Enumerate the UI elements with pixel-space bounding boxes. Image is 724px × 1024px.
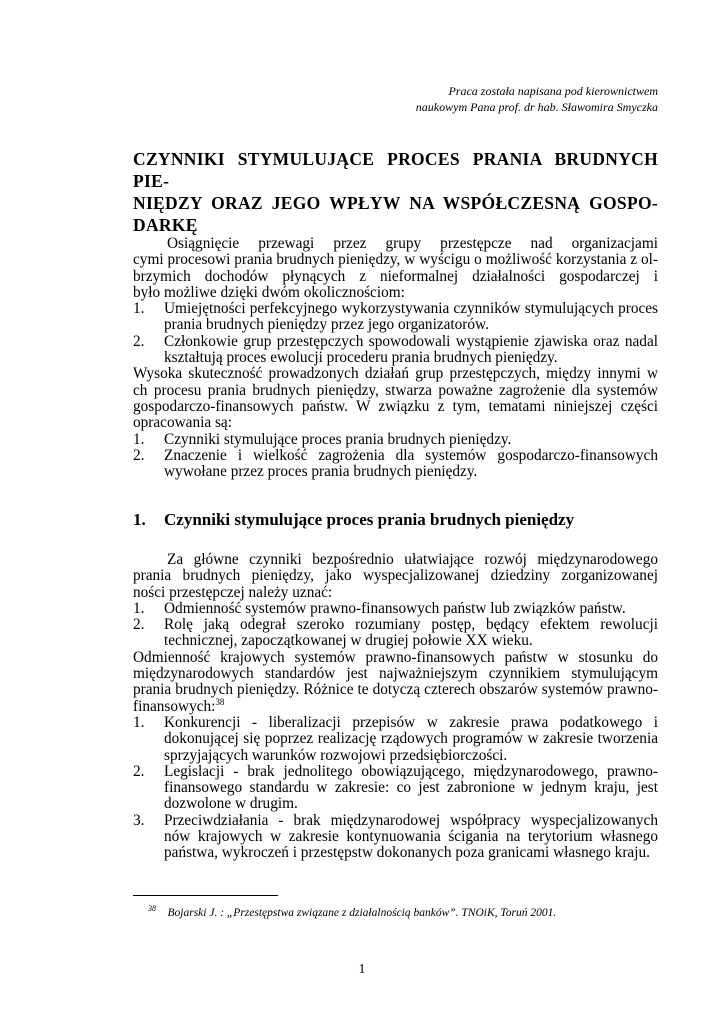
supervisor-note-line-1: Praca została napisana pod kierownictwem bbox=[448, 84, 658, 98]
list-item-line: Odmienność systemów prawno-finansowych państw lub związków państw. bbox=[164, 599, 626, 617]
list-item-line: Czynniki stymulujące proces prania brudnych pieniędzy. bbox=[164, 430, 512, 448]
list-item-line: Legislacji - brak jednolitego obowiązującego, międzynarodowego, prawno- bbox=[164, 763, 658, 780]
list-item-line: sprzyjających warunków rozwojowi przedsiębiorczości. bbox=[164, 746, 508, 764]
list-item bbox=[133, 601, 658, 617]
intro-para2-line-2: ch procesu prania brudnych pieniędzy, stwarza poważne zagrożenie dla systemów bbox=[133, 382, 658, 399]
list-item-line: prania brudnych pieniędzy przez jego organizatorów. bbox=[164, 316, 489, 334]
list-item-number: 1. bbox=[133, 430, 145, 448]
intro-para1-line-4: było możliwe dzięki dwóm okolicznościom: bbox=[133, 283, 405, 301]
intro-para1-line-2: cymi procesowi prania brudnych pieniędzy, w wyścigu o możliwość korzystania z ol- bbox=[133, 252, 658, 269]
intro-para1-line-3: brzymich dochodów płynących z nieformalnej działalności gospodarczej i bbox=[133, 268, 658, 285]
footnote-divider bbox=[133, 895, 278, 896]
intro-para2-line-3: gospodarczo-finansowych państw. W związku z tym, tematami niniejszej części bbox=[133, 398, 658, 415]
list-item-line: finansowego standardu w zakresie: co jest zabronione w jednym kraju, jest bbox=[164, 780, 658, 797]
footnote-number: 38 bbox=[148, 904, 156, 913]
footnote bbox=[148, 904, 556, 919]
section-para1-line-1: Za główne czynniki bezpośrednio ułatwiające rozwój międzynarodowego bbox=[167, 552, 658, 568]
intro-para2-line-4: opracowania są: bbox=[133, 414, 232, 432]
title-line-1: CZYNNIKI STYMULUJĄCE PROCES PRANIA BRUDNYCH PIE- bbox=[133, 149, 658, 191]
list-item-line: nów krajowych w zakresie kontynuowania ścigania na terytorium własnego bbox=[164, 829, 658, 846]
title-line-3: DARKĘ bbox=[133, 215, 198, 235]
list-item-line: dozwolone w drugim. bbox=[164, 795, 298, 813]
list-item-line: Członkowie grup przestępczych spowodowali wystąpienie zjawiska oraz nadal bbox=[164, 333, 658, 350]
list-item bbox=[133, 432, 658, 448]
list-item-line: państwa, wykroczeń i przestępstw dokonanych poza granicami własnego kraju. bbox=[164, 844, 650, 862]
list-item-number: 1. bbox=[133, 599, 145, 617]
page-number: 1 bbox=[358, 962, 366, 977]
section-para2-last: finansowych: bbox=[133, 697, 216, 715]
list-item-number: 1. bbox=[133, 713, 145, 731]
section-text bbox=[133, 552, 658, 862]
title-line-2: NIĘDZY ORAZ JEGO WPŁYW NA WSPÓŁCZESNĄ GOSPO- bbox=[133, 193, 658, 213]
list-item bbox=[133, 448, 658, 481]
supervisor-note-line-2: naukowym Pana prof. dr hab. Sławomira Smyczka bbox=[415, 99, 658, 114]
section-para2-line-3: prania brudnych pieniędzy. Różnice te dotyczą czterech obszarów systemów prawno- bbox=[133, 682, 658, 699]
list-item bbox=[133, 334, 658, 367]
list-item bbox=[133, 764, 658, 813]
list-item-number: 2. bbox=[133, 762, 145, 780]
list-item-line: Konkurencji - liberalizacji przepisów w zakresie prawa podatkowego i bbox=[164, 714, 658, 731]
intro-para1-line-1: Osiągnięcie przewagi przez grupy przestępcze nad organizacjami bbox=[167, 236, 658, 252]
section-para1-line-3: ności przestępczej należy uznać: bbox=[133, 583, 333, 601]
footnote-reference[interactable]: 38 bbox=[215, 696, 225, 707]
list-item-line: Umiejętności perfekcyjnego wykorzystywania czynników stymulujących proces bbox=[164, 301, 658, 318]
intro-para2-line-1: Wysoka skuteczność prowadzonych działań grup przestępczych, między innymi w bbox=[133, 366, 658, 383]
list-item bbox=[133, 715, 658, 764]
intro-text bbox=[133, 236, 658, 480]
list-item-number: 2. bbox=[133, 332, 145, 350]
list-item bbox=[133, 301, 658, 334]
list-item-line: kształtują proces ewolucji procederu prania brudnych pieniędzy. bbox=[164, 349, 558, 367]
list-item-line: Przeciwdziałania - brak międzynarodowej współpracy wyspecjalizowanych bbox=[164, 812, 658, 829]
list-item-line: wywołane przez proces prania brudnych pieniędzy. bbox=[164, 463, 478, 481]
list-item-line: Znaczenie i wielkość zagrożenia dla systemów gospodarczo-finansowych bbox=[164, 447, 658, 464]
footnote-text: Bojarski J. : „Przestępstwa związane z działalnością banków”. TNOiK, Toruń 2001. bbox=[167, 906, 557, 919]
list-item-line: Rolę jaką odegrał szeroko rozumiany postęp, będący efektem rewolucji bbox=[164, 617, 658, 634]
document-title bbox=[133, 148, 658, 236]
list-item-line: dokonującej się poprzez realizację rządowych programów w zakresie tworzenia bbox=[164, 731, 658, 748]
list-item bbox=[133, 617, 658, 650]
section-para2-line-2: międzynarodowych standardów jest najważniejszym czynnikiem stymulującym bbox=[133, 666, 658, 683]
section-title: Czynniki stymulujące proces prania brudnych pieniędzy bbox=[164, 510, 575, 529]
supervisor-note bbox=[416, 84, 658, 115]
list-item-line: technicznej, zapoczątkowanej w drugiej połowie XX wieku. bbox=[164, 632, 533, 650]
section-para2-line-4 bbox=[133, 696, 658, 715]
section-number: 1. bbox=[133, 510, 146, 529]
section-para1-line-2: prania brudnych pieniędzy, jako wyspecjalizowanej dziedziny zorganizowanej bbox=[133, 568, 658, 585]
list-item-number: 2. bbox=[133, 616, 145, 634]
section-heading bbox=[133, 510, 574, 530]
list-item-number: 3. bbox=[133, 811, 145, 829]
section-para2-line-1: Odmienność krajowych systemów prawno-finansowych państw w stosunku do bbox=[133, 649, 658, 666]
list-item bbox=[133, 813, 658, 862]
list-item-number: 1. bbox=[133, 300, 145, 318]
list-item-number: 2. bbox=[133, 446, 145, 464]
